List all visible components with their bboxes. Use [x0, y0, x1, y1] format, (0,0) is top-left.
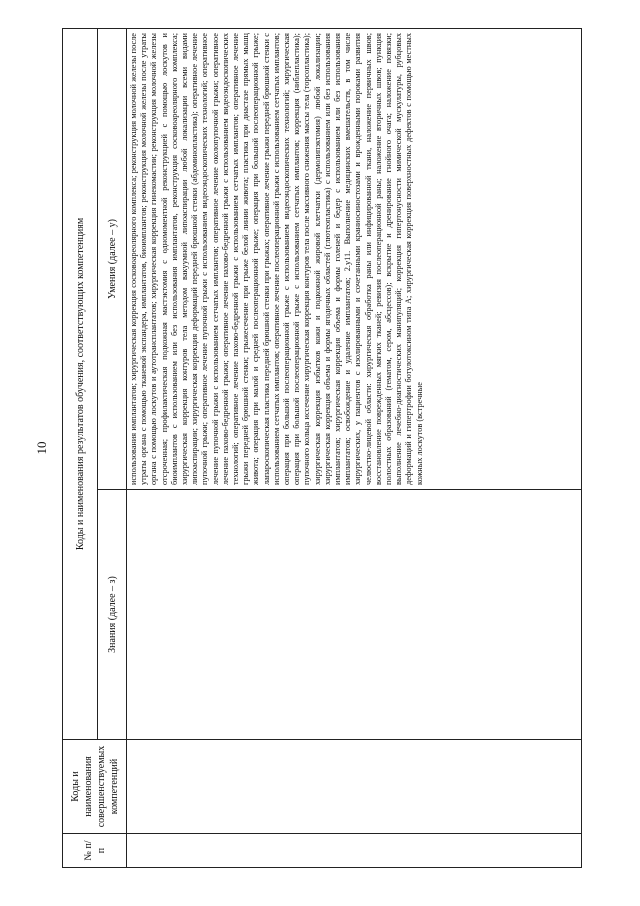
header-skills: Умения (далее – у): [98, 29, 127, 490]
header-knowledge: Знания (далее – з): [98, 490, 127, 740]
page-number: 10: [34, 441, 49, 455]
header-competency-code: Коды и наименования совершенствуемых компетенций: [63, 740, 127, 834]
cell-competency-code: [127, 740, 582, 834]
header-num: № п/п: [63, 834, 127, 868]
cell-skills: использования имплантатов; хирургическая коррекция сосковоареолярного комплекса; реконструкция молочной железы после утраты органа с помощью тканевой экспандера, имплантатов, биоимплантов; реконструкция молочной железы после утраты органа с помощью лоскутов и аутотрансплантатов; хирургическая коррекция гинекомастии; реконструкция молочной железы отсроченная; профилактическая подкожная мастэктомия с одномоментной реконструкцией с помощью лоскутов и биоимплантов с использованием или без использования имплантатов, реконструкция сосковоареолярного комплекса; хирургическая коррекция контуров тела методом вакуумной липоаспирации любой локализации всеми видами липоаспирации; хирургическая коррекция деформаций передней брюшной стенки (абдоминопластика); оперативное лечение пупочной грыжи; оперативное лечение пупочной грыжи с использованием видеоэндоскопических технологий; оперативное лечение пупочной грыжи с использованием сетчатых имплантов; оперативное лечение околопупочной грыжи; оперативное лечение пахово-бедренной грыжи; оперативное лечение пахово-бедренной грыжи с использованием видеоэндоскопических технологий; оперативное лечение пахово-бедренной грыжи с использованием сетчатых имплантов; оперативное лечение грыжи передней брюшной стенки; грыжесечение при грыже белой линии живота; пластика при диастазе прямых мышц живота; операция при малой и средней послеоперационной грыже; операция при большой послеоперационной грыже; лапароскопическая пластика передней брюшной стенки при грыжах; оперативное лечение грыжи передней брюшной стенки с использованием сетчатых имплантов; оперативное лечение послеоперационной грыжи с использованием сетчатых имплантов; операция при большой послеоперационной грыже с использованием видеоэндоскопических технологий; хирургическая операция при большой послеоперационной грыже с использованием сетчатых имплантов; коррекция (ниблепластика); пупочного кольца иссечение хирургическая коррекция контуров тела после массивного снижения массы тела (торсопластика); хирургическая коррекция избытков кожи и подкожной жировой клетчатки (дермолипэктомия) любой локализации; хирургическая коррекция объема и формы ягодичных областей (глютеопластика) с использованием или без использования имплантатов; хирургическая коррекция объема и формы голеней и бедер с использованием или без использования имплантатов; освобождение и удаление имплантатов; 2.у11. Выполнение медицинских вмешательств, в том числе хирургических, у пациентов с изолированными и сочетанными краниосиностозами и врожденными пороками развития челюстно-лицевой области: хирургическая обработка раны или инфицированной ткани, наложение первичных швов; восстановление поврежденных мягких тканей; ревизия послеоперационной раны; наложение вторичных швов; пункция полостных образований (гематом, сером, абсцессов); вскрытие и дренирование гнойного очага; наложение повязки; выполнение лечебно-диагностических манипуляций; коррекция гипертонусности мимической мускулатуры, рубцовых деформаций и гипертрофии ботулотоксином типа А; хирургическая коррекция поверхностных дефектов с помощью местных кожных лоскутов (встречные: [127, 29, 582, 490]
competency-table: [62, 28, 582, 868]
header-results: Коды и наименования результатов обучения, соответствующих компетенциям: [63, 29, 98, 740]
cell-knowledge: [127, 490, 582, 740]
competency-table-sheet: [62, 28, 582, 868]
table-row: [127, 29, 582, 868]
cell-num: [127, 834, 582, 868]
